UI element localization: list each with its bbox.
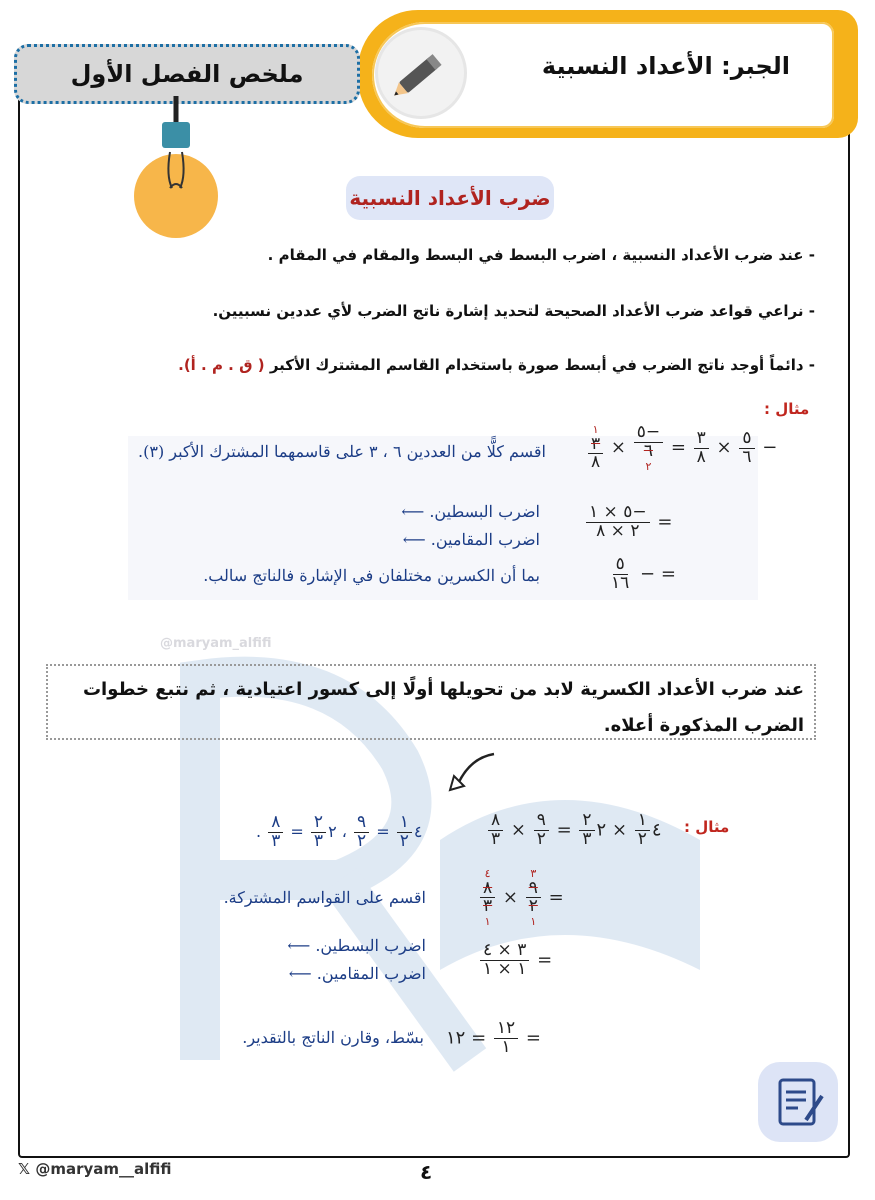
example-2-step-3-note: بسّط، وقارن الناتج بالتقدير. [242,1028,424,1047]
rule-1: - عند ضرب الأعداد النسبية ، اضرب البسط في البسط والمقام في المقام . [267,246,815,264]
fraction: $\frac{١}{٢}$ [397,814,412,851]
fraction: $\frac{١٢}{١}$ [494,1020,518,1057]
fraction: $\frac{٩}{٢}$ [534,812,549,849]
section-title: ضرب الأعداد النسبية [346,176,554,220]
fraction: $\frac{٩}{٢}$ [354,814,369,851]
rule-3-gcf: ( ق . م . أ). [178,356,265,374]
footer-handle: 𝕏 @maryam__alfifi [18,1160,172,1178]
example-2-step-2-note-b: اضرب المقامين. ⟵ [288,964,426,983]
fraction: $\frac{٥}{٦}$ [739,430,754,467]
example-1-step-2: = $\frac{-٥ \times ١}{٢ \times ٨}$ [584,504,672,541]
arrow-left-icon: ⟵ [401,502,425,521]
example-2-conversion: ٤ $\frac{١}{٢}$ = $\frac{٩}{٢}$ ، ٢ $\frac{٢}{٣}$ = $\frac{٨}{٣}$ . [256,812,423,851]
document-icon [758,1062,838,1142]
rule-3 [115,356,815,374]
fraction: $\frac{٣}{٨}$ [694,430,709,467]
fraction: $\frac{٨}{٣}$ [488,812,503,849]
chapter-tag: ملخص الفصل الأول [14,44,360,104]
example-1-step-1-note: اقسم كلًّا من العددين ٦ ، ٣ على قاسمهما المشترك الأكبر (٣). [138,442,546,461]
arrow-left-icon: ⟵ [402,530,426,549]
fraction-cancel: −٥ ٦ ٢ [634,424,663,472]
fraction: $\frac{٥}{١٦}$ [611,554,630,593]
fraction: $\frac{١}{٢}$ [635,812,650,849]
example-1-label: مثال : [764,400,810,418]
fraction-cancel: ٤ ٨ ٣ ١ [480,868,495,928]
pencil-badge [378,30,464,116]
pencil-icon [378,30,464,116]
example-2-expression: ٤ $\frac{١}{٢}$ × ٢ $\frac{٢}{٣}$ = $\frac{٩}{٢}$ × $\frac{٨}{٣}$ [486,812,662,849]
fraction-cancel: ١ ٣ ٨ [588,424,603,472]
example-2-step-2-note-a: اضرب البسطين. ⟵ [287,936,426,955]
example-2-step-1-note: اقسم على القواسم المشتركة. [223,888,426,907]
example-1-expression: − $\frac{٥}{٦}$ × $\frac{٣}{٨}$ = −٥ ٦ ٢ × ١ ٣ ٨ [586,424,777,472]
arrow-left-icon: ⟵ [288,964,312,983]
rule-3-text: - دائماً أوجد ناتج الضرب في أبسط صورة باستخدام القاسم المشترك الأكبر [269,356,815,374]
fraction: $\frac{٨}{٣}$ [268,814,283,851]
example-2-step-3: = $\frac{١٢}{١}$ = ١٢ [446,1018,541,1057]
example-2-label: مثال : [684,818,730,836]
example-2-step-1: = ٣ ٩ ٢ ١ × ٤ ٨ ٣ ١ [478,868,564,928]
watermark: @maryam_alfifi [160,636,272,651]
example-1-step-2-note-b: اضرب المقامين. ⟵ [402,530,540,549]
notepad-icon [758,1062,838,1142]
fraction: $\frac{٣ \times ٤}{١ \times ١}$ [480,942,529,979]
fraction: $\frac{٢}{٣}$ [579,812,594,849]
lightbulb-icon [126,96,226,246]
page-number: ٤ [420,1160,433,1184]
fraction-cancel: ٣ ٩ ٢ ١ [526,868,541,928]
fraction: $\frac{-٥ \times ١}{٢ \times ٨}$ [586,504,650,541]
x-logo-icon: 𝕏 [18,1160,31,1178]
arrow-left-icon: ⟵ [287,936,311,955]
minus-sign: − [762,437,778,459]
fraction: $\frac{٢}{٣}$ [311,814,326,851]
mixed-numbers-note: عند ضرب الأعداد الكسرية لابد من تحويلها أولًا إلى كسور اعتيادية ، ثم نتبع خطوات الضرب المذكورة أعلاه. [46,664,816,740]
result-value: ١٢ [446,1027,466,1049]
example-2-step-2: = $\frac{٣ \times ٤}{١ \times ١}$ [478,942,552,979]
curved-arrow-icon [440,748,500,796]
example-1-step-3-note: بما أن الكسرين مختلفان في الإشارة فالناتج سالب. [203,566,540,585]
page-title: الجبر: الأعداد النسبية [541,52,790,80]
rule-2: - نراعي قواعد ضرب الأعداد الصحيحة لتحديد إشارة ناتج الضرب لأي عددين نسبيين. [212,302,815,320]
example-1-step-3: = − $\frac{٥}{١٦}$ [606,556,676,593]
example-1-step-2-note-a: اضرب البسطين. ⟵ [401,502,540,521]
